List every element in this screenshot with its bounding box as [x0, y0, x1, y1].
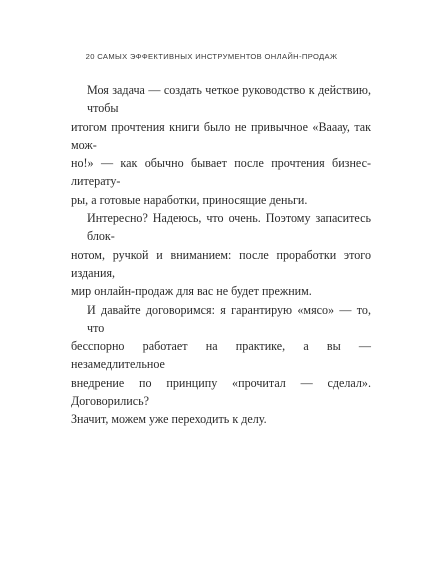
paragraph-1-line-1: Моя задача — создать четкое руководство к действию, чтобы: [87, 83, 371, 116]
paragraph-1-line-4: ры, а готовые наработки, приносящие деньги.: [71, 192, 308, 207]
paragraph-2-line-3: мир онлайн-продаж для вас не будет прежним.: [71, 284, 312, 299]
paragraph-2-line-2: нотом, ручкой и вниманием: после проработки этого издания,: [71, 247, 371, 280]
paragraph-3-line-2: бесспорно работает на практике, а вы — незамедлительное: [71, 339, 371, 372]
paragraph-1-line-2: итогом прочтения книги было не привычное «Вааау, так мож-: [71, 119, 371, 152]
running-head: 20 САМЫХ ЭФФЕКТИВНЫХ ИНСТРУМЕНТОВ ОНЛАЙН-ПРОДАЖ: [85, 52, 338, 61]
paragraph-3-line-1: И давайте договоримся: я гарантирую «мясо» — то, что: [87, 302, 371, 335]
body-text: [71, 81, 371, 429]
paragraph-2-line-1: Интересно? Надеюсь, что очень. Поэтому запаситесь блок-: [87, 211, 371, 244]
paragraph-3-line-4: Значит, можем уже переходить к делу.: [71, 412, 267, 427]
paragraph-1-line-3: но!» — как обычно бывает после прочтения бизнес-литерату-: [71, 156, 371, 189]
paragraph-3-line-3: внедрение по принципу «прочитал — сделал». Договорились?: [71, 375, 371, 409]
